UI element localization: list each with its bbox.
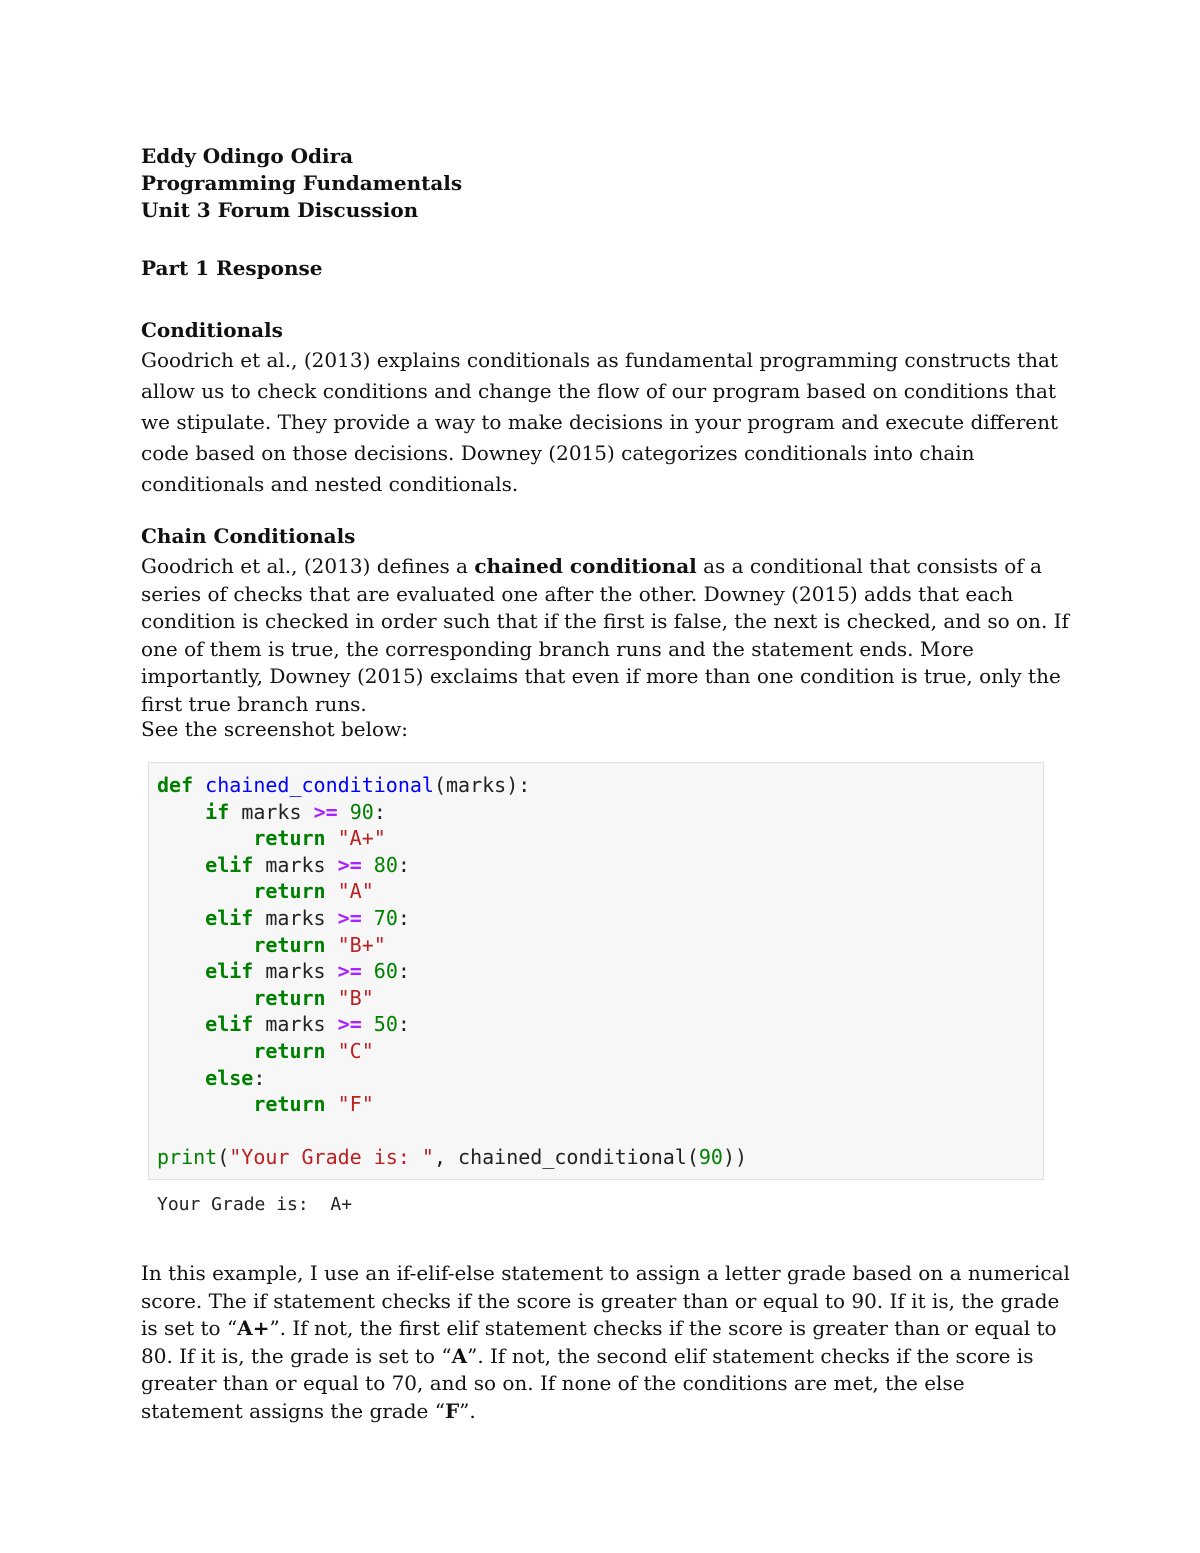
conditionals-heading: Conditionals [141, 318, 283, 342]
grade-a: A [451, 1343, 468, 1368]
assignment-title: Unit 3 Forum Discussion [141, 198, 419, 222]
grade-f: F [444, 1398, 460, 1423]
screenshot-intro: See the screenshot below: [141, 717, 408, 741]
conditionals-paragraph: Goodrich et al., (2013) explains conditionals as fundamental programming constructs that allow us to check conditions and change the flow of our program based on conditions that we stipulate. They provide a way to make decisions in your program and execute different code based on those decisions. Downey (2015) categorizes conditionals into chain conditionals and nested conditionals. [141, 348, 1059, 496]
code-output: Your Grade is: A+ [157, 1194, 353, 1215]
chain-conditionals-heading: Chain Conditionals [141, 524, 356, 548]
code-block: def chained_conditional(marks): if marks >= 90: return "A+" elif marks >= 80: return "A" elif marks >= 70: return "B+" elif marks >= 60: return "B" elif marks >= 50: return "C" else: return "F" print("Your Grade is: ", chained_conditional(90)) [157, 773, 748, 1170]
example-paragraph: In this example, I use an if-elif-else statement to assign a letter grade based on a numerical score. The if statement checks if the score is greater than or equal to 90. If it is, the grade is set to “A+”. If not, the first elif statement checks if the score is greater than or equal to 80. If it is, the grade is set to “A”. If not, the second elif statement checks if the score is greater than or equal to 70, and so on. If none of the conditions are met, the else statement assigns the grade “F”. [141, 1261, 1070, 1423]
grade-a-plus: A+ [237, 1316, 270, 1340]
part-heading: Part 1 Response [141, 256, 323, 280]
code-cell [148, 762, 1044, 1180]
author-name: Eddy Odingo Odira [141, 144, 354, 168]
course-name: Programming Fundamentals [141, 171, 463, 195]
chained-conditional-term: chained conditional [474, 554, 697, 578]
chain-conditionals-paragraph: Goodrich et al., (2013) defines a chained conditional as a conditional that consists of a series of checks that are evaluated one after the other. Downey (2015) adds that each condition is checked in order such that if the first is false, the next is checked, and so on. If one of them is true, the corresponding branch runs and the statement ends. More importantly, Downey (2015) exclaims that even if more than one condition is true, only the first true branch runs. [141, 554, 1069, 716]
